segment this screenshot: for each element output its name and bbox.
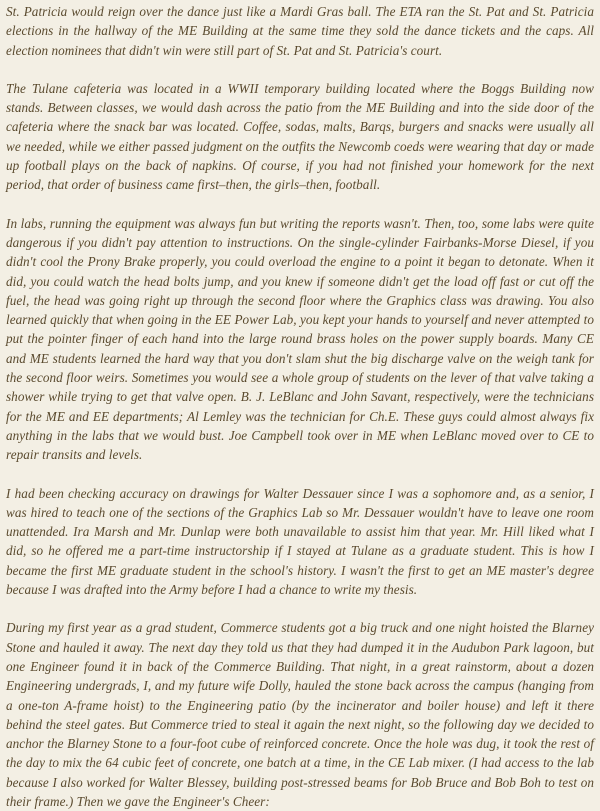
paragraph-cafeteria: The Tulane cafeteria was located in a WWII temporary building located where the Boggs Building now stands. Between classes, we would dash across the patio from the ME Building and into the side door of the cafeteria where the snack bar was located. Coffee, sodas, malts, Barqs, burgers and snacks were usually all we needed, while we either passed judgment on the outfits the Newcomb coeds were wearing that day or made up football plays on the back of napkins. Of course, if you had not finished your homework for the next period, that order of business came first–then, the girls–then, football.: [6, 80, 594, 193]
paragraph-gap: [6, 599, 594, 618]
paragraph-labs: In labs, running the equipment was always fun but writing the reports wasn't. Then, too, some labs were quite dangerous if you didn't pay attention to instructions. On the single-cylinder Fairbanks-Morse Diesel, if you didn't cool the Prony Brake properly, you could overload the engine to a point it began to detonate. When it did, you could watch the head bolts jump, and you knew if someone didn't get the load off fast or cut off the fuel, the head was going right up through the second floor where the Graphics class was drawing. You also learned quickly that when going in the EE Power Lab, you kept your hands to yourself and never attempted to put the pointer finger of each hand into the large round brass holes on the power supply boards. Many CE and ME students learned the hard way that you don't slam shut the big discharge valve on the weigh tank for the second floor weirs. Sometimes you would see a whole group of students on the lever of that valve taking a shower while trying to get that valve open. B. J. LeBlanc and John Savant, respectively, were the technicians for the ME and EE departments; Al Lemley was the technician for Ch.E. These guys could almost always fix anything in the labs that we would bust. Joe Campbell took over in ME when LeBlanc moved over to CE to repair transits and levels.: [6, 215, 594, 463]
paragraph-gap: [6, 60, 594, 79]
paragraph-gap: [6, 465, 594, 484]
paragraph-blarney-stone: During my first year as a grad student, Commerce students got a big truck and one night hoisted the Blarney Stone and hauled it away. The next day they told us that they had dumped it in the Audubon Park lagoon, but one Engineer found it in back of the Commerce Building. That night, in a great rainstorm, about a dozen Engineering undergrads, I, and my future wife Dolly, hauled the stone back across the campus (hanging from a one-ton A-frame hoist) to the Engineering patio (by the incinerator and boiler house) and left it there behind the steel gates. But Commerce tried to steal it again the next night, so the following day we decided to anchor the Blarney Stone to a four-foot cube of reinforced concrete. Once the hole was dug, it took the rest of the day to mix the 64 cubic feet of concrete, one batch at a time, in the CE Lab mixer. (I had access to the lab because I also worked for Walter Blessey, building post-stressed beams for Bob Bruce and Bob Boh to test on their frame.) Then we gave the Engineer's Cheer:: [6, 620, 594, 809]
paragraph-gap: [6, 195, 594, 214]
paragraph-st-patricia: St. Patricia would reign over the dance just like a Mardi Gras ball. The ETA ran the St. Pat and St. Patricia elections in the hallway of the ME Building at the same time they sold the dance tickets and the caps. All election nominees that didn't win were still part of St. Pat and St. Patricia's court.: [6, 4, 594, 58]
paragraph-graphics-lab: I had been checking accuracy on drawings for Walter Dessauer since I was a sophomore and, as a senior, I was hired to teach one of the sections of the Graphics Lab so Mr. Dessauer wouldn't have to leave one room unattended. Ira Marsh and Mr. Dunlap were both unavailable to assist him that year. Mr. Hill liked what I did, so he offered me a part-time instructorship if I stayed at Tulane as a graduate student. This is how I became the first ME graduate student in the school's history. I wasn't the first to get an ME master's degree because I was drafted into the Army before I had a chance to write my thesis.: [6, 485, 594, 598]
